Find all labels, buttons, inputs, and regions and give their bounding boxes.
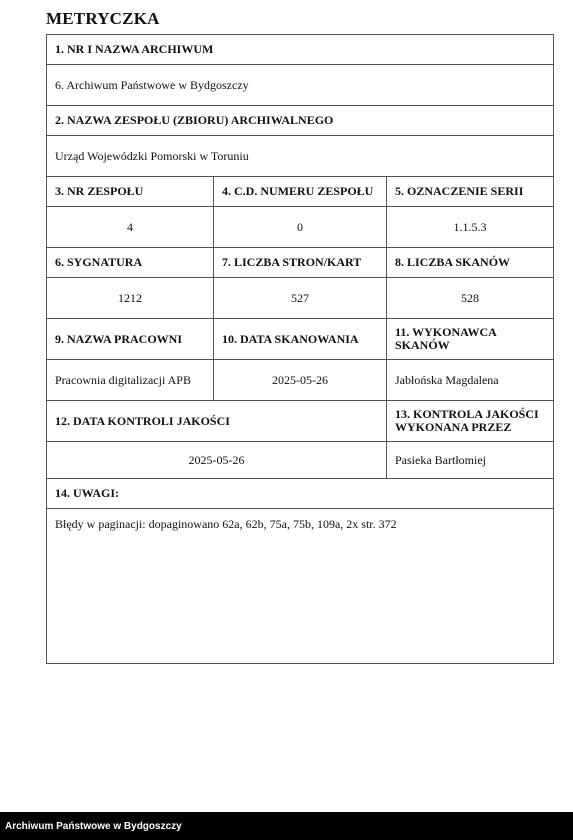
archive-value: 6. Archiwum Państwowe w Bydgoszczy [47, 65, 554, 106]
scanner-value: Jabłońska Magdalena [387, 360, 554, 401]
qc-date-label: 12. DATA KONTROLI JAKOŚCI [47, 401, 387, 442]
page-count-label: 7. LICZBA STRON/KART [214, 248, 387, 278]
fonds-name-value: Urząd Wojewódzki Pomorski w Toruniu [47, 136, 554, 177]
signature-value: 1212 [47, 278, 214, 319]
series-value: 1.1.5.3 [387, 207, 554, 248]
fonds-number-continuation-label: 4. C.D. NUMERU ZESPOŁU [214, 177, 387, 207]
fonds-name-label: 2. NAZWA ZESPOŁU (ZBIORU) ARCHIWALNEGO [47, 106, 554, 136]
workshop-label: 9. NAZWA PRACOWNI [47, 319, 214, 360]
metadata-card [46, 34, 554, 664]
scan-count-label: 8. LICZBA SKANÓW [387, 248, 554, 278]
fonds-number-value: 4 [47, 207, 214, 248]
footer-bar [0, 812, 573, 840]
page-title: METRYCZKA [46, 9, 160, 28]
scan-date-label: 10. DATA SKANOWANIA [214, 319, 387, 360]
notes-label: 14. UWAGI: [47, 479, 554, 509]
scanner-label: 11. WYKONAWCA SKANÓW [387, 319, 554, 360]
archive-label: 1. NR I NAZWA ARCHIWUM [47, 35, 554, 65]
qc-by-label: 13. KONTROLA JAKOŚCI WYKONANA PRZEZ [387, 401, 554, 442]
fonds-number-label: 3. NR ZESPOŁU [47, 177, 214, 207]
qc-date-value: 2025-05-26 [47, 442, 387, 479]
notes-value: Błędy w paginacji: dopaginowano 62a, 62b, 75a, 75b, 109a, 2x str. 372 [47, 509, 554, 664]
page-count-value: 527 [214, 278, 387, 319]
series-label: 5. OZNACZENIE SERII [387, 177, 554, 207]
scan-count-value: 528 [387, 278, 554, 319]
scan-date-value: 2025-05-26 [214, 360, 387, 401]
fonds-number-continuation-value: 0 [214, 207, 387, 248]
footer-text: Archiwum Państwowe w Bydgoszczy [5, 820, 182, 832]
signature-label: 6. SYGNATURA [47, 248, 214, 278]
workshop-value: Pracownia digitalizacji APB [47, 360, 214, 401]
qc-by-value: Pasieka Bartłomiej [387, 442, 554, 479]
